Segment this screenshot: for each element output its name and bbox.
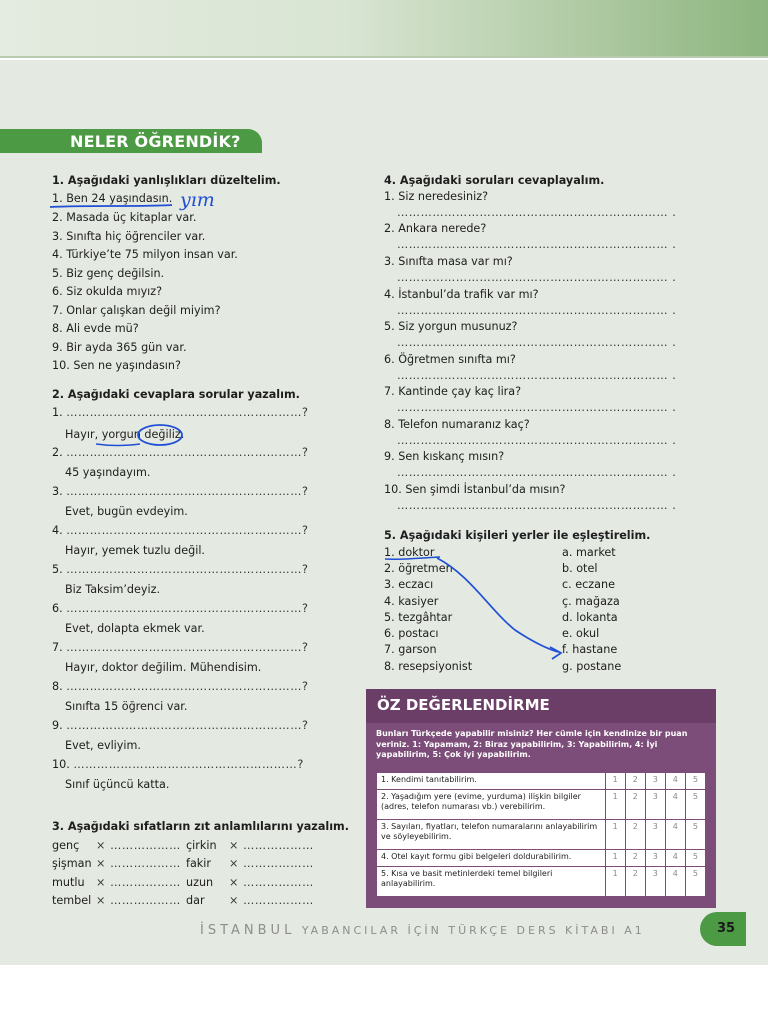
s5-place: b. otel — [562, 562, 598, 575]
statement: 5. Kısa ve basit metinlerdeki temel bilgileri anlayabilirim. — [377, 867, 606, 897]
s1-item: 9. Bir ayda 365 gün var. — [52, 341, 187, 354]
score-4[interactable]: 4 — [665, 790, 685, 820]
s4-answer-line[interactable]: …………………………………………………………… . — [397, 336, 677, 349]
score-5[interactable]: 5 — [685, 820, 705, 850]
section1-heading: 1. Aşağıdaki yanlışlıkları düzeltelim. — [52, 174, 281, 187]
statement: 4. Otel kayıt formu gibi belgeleri doldurabilirim. — [377, 850, 606, 867]
s4-answer-line[interactable]: …………………………………………………………… . — [397, 466, 677, 479]
score-3[interactable]: 3 — [645, 790, 665, 820]
top-banner — [0, 0, 768, 56]
s4-answer-line[interactable]: …………………………………………………………… . — [397, 434, 677, 447]
s4-question: 2. Ankara nerede? — [384, 222, 487, 235]
s1-item: 10. Sen ne yaşındasın? — [52, 359, 181, 372]
self-evaluation-box — [366, 689, 716, 908]
s2-question-line — [52, 563, 309, 577]
s4-question: 7. Kantinde çay kaç lira? — [384, 385, 522, 398]
s3-word: tembel — [52, 894, 92, 907]
s2-question-line — [52, 680, 309, 694]
s5-place: f. hastane — [562, 643, 618, 656]
s2-answer: Sınıf üçüncü katta. — [65, 778, 170, 791]
section4-heading: 4. Aşağıdaki soruları cevaplayalım. — [384, 174, 605, 187]
score-5[interactable]: 5 — [685, 773, 705, 790]
s3-word: çirkin — [186, 839, 217, 852]
s2-blank[interactable]: ……………………………………………………? — [66, 524, 309, 537]
s2-question-line — [52, 758, 304, 772]
s2-answer: Sınıfta 15 öğrenci var. — [65, 700, 188, 713]
s2-answer: Evet, bugün evdeyim. — [65, 505, 188, 518]
table-row — [377, 790, 706, 820]
s4-answer-line[interactable]: …………………………………………………………… . — [397, 206, 677, 219]
s2-question-line — [52, 524, 309, 538]
s1-item: 3. Sınıfta hiç öğrenciler var. — [52, 230, 206, 243]
s2-num: 6. — [52, 602, 67, 615]
s5-place: c. eczane — [562, 578, 615, 591]
s3-word: dar — [186, 894, 205, 907]
s4-answer-line[interactable]: …………………………………………………………… . — [397, 369, 677, 382]
s2-num: 7. — [52, 641, 67, 654]
s1-item: 2. Masada üç kitaplar var. — [52, 211, 197, 224]
s4-question: 5. Siz yorgun musunuz? — [384, 320, 518, 333]
s4-question: 1. Siz neredesiniz? — [384, 190, 489, 203]
statement: 3. Sayıları, fiyatları, telefon numaralarını anlayabilirim ve söyleyebilirim. — [377, 820, 606, 850]
s3-blank[interactable]: × ……………… — [229, 857, 314, 870]
s2-num: 5. — [52, 563, 67, 576]
s1-item: 1. Ben 24 yaşındasın. — [52, 192, 173, 205]
s2-num: 4. — [52, 524, 67, 537]
score-5[interactable]: 5 — [685, 867, 705, 897]
s4-question: 3. Sınıfta masa var mı? — [384, 255, 513, 268]
s2-blank[interactable]: ……………………………………………………? — [66, 406, 309, 419]
page-title: NELER ÖĞRENDİK? — [70, 132, 241, 151]
s2-answer: Evet, dolapta ekmek var. — [65, 622, 205, 635]
s2-answer: 45 yaşındayım. — [65, 466, 151, 479]
s3-blank[interactable]: × ……………… — [96, 876, 181, 889]
s2-blank[interactable]: ……………………………………………………? — [66, 641, 309, 654]
statement: 2. Yaşadığım yere (evime, yurduma) ilişkin bilgiler (adres, telefon numarası vb.) verebilirim. — [377, 790, 606, 820]
s5-place: e. okul — [562, 627, 600, 640]
self-evaluation-table — [376, 772, 706, 897]
s5-place: a. market — [562, 546, 616, 559]
s3-blank[interactable]: × ……………… — [96, 857, 181, 870]
s2-num: 2. — [52, 446, 67, 459]
score-4[interactable]: 4 — [665, 773, 685, 790]
s3-word: mutlu — [52, 876, 85, 889]
section5-heading: 5. Aşağıdaki kişileri yerler ile eşleştirelim. — [384, 529, 651, 542]
score-2[interactable]: 2 — [625, 773, 645, 790]
s3-word: uzun — [186, 876, 214, 889]
s4-question: 8. Telefon numaranız kaç? — [384, 418, 530, 431]
score-1[interactable]: 1 — [605, 790, 625, 820]
section2-heading: 2. Aşağıdaki cevaplara sorular yazalım. — [52, 388, 300, 401]
score-1[interactable]: 1 — [605, 820, 625, 850]
s1-item: 5. Biz genç değilsin. — [52, 267, 165, 280]
s2-num: 1. — [52, 406, 67, 419]
s2-answer: Hayır, doktor değilim. Mühendisim. — [65, 661, 262, 674]
s3-word: genç — [52, 839, 80, 852]
s3-blank[interactable]: × ……………… — [96, 839, 181, 852]
score-3[interactable]: 3 — [645, 850, 665, 867]
s2-blank[interactable]: ……………………………………………………? — [66, 563, 309, 576]
score-5[interactable]: 5 — [685, 850, 705, 867]
s4-question: 10. Sen şimdi İstanbul’da mısın? — [384, 483, 566, 496]
s2-question-line — [52, 446, 309, 460]
s2-num: 10. — [52, 758, 74, 771]
s4-answer-line[interactable]: …………………………………………………………… . — [397, 238, 677, 251]
s2-blank[interactable]: ……………………………………………………? — [66, 680, 309, 693]
section3-heading: 3. Aşağıdaki sıfatların zıt anlamlılarını yazalım. — [52, 820, 349, 833]
score-2[interactable]: 2 — [625, 790, 645, 820]
s5-person: 5. tezgâhtar — [384, 611, 453, 624]
s5-place: g. postane — [562, 660, 622, 673]
s2-blank[interactable]: …………………………………………………? — [73, 758, 304, 771]
score-2[interactable]: 2 — [625, 867, 645, 897]
score-1[interactable]: 1 — [605, 867, 625, 897]
s2-blank[interactable]: ……………………………………………………? — [66, 602, 309, 615]
score-5[interactable]: 5 — [685, 790, 705, 820]
score-4[interactable]: 4 — [665, 850, 685, 867]
s4-question: 4. İstanbul’da trafik var mı? — [384, 288, 539, 301]
s5-person: 6. postacı — [384, 627, 439, 640]
s2-num: 9. — [52, 719, 67, 732]
self-evaluation-title: ÖZ DEĞERLENDİRME — [377, 696, 550, 714]
s3-blank[interactable]: × ……………… — [96, 894, 181, 907]
s2-answer: Evet, evliyim. — [65, 739, 141, 752]
self-evaluation-intro: Bunları Türkçede yapabilir misiniz? Her cümle için kendinize bir puan veriniz. 1: Yapamam, 2: Biraz yapabilirim, 3: Yapabilirim, 4: İyi yapabilirim, 5: Çok iyi yapabilirim. — [376, 729, 688, 759]
s3-word: şişman — [52, 857, 92, 870]
table-row — [377, 773, 706, 790]
s3-blank[interactable]: × ……………… — [229, 839, 314, 852]
statement: 1. Kendimi tanıtabilirim. — [377, 773, 606, 790]
s5-person: 2. öğretmen — [384, 562, 453, 575]
s2-num: 3. — [52, 485, 67, 498]
footer-brand: İSTANBUL — [200, 923, 296, 938]
score-4[interactable]: 4 — [665, 867, 685, 897]
s2-answer: Biz Taksim’deyiz. — [65, 583, 161, 596]
footer-subtitle: YABANCILAR İÇİN TÜRKÇE DERS KİTABI A1 — [301, 924, 645, 937]
s1-item: 7. Onlar çalışkan değil miyim? — [52, 304, 221, 317]
page-number: 35 — [717, 921, 736, 936]
s3-word: fakir — [186, 857, 211, 870]
score-1[interactable]: 1 — [605, 773, 625, 790]
score-2[interactable]: 2 — [625, 820, 645, 850]
s2-num: 8. — [52, 680, 67, 693]
s5-place: d. lokanta — [562, 611, 618, 624]
s2-question-line — [52, 602, 309, 616]
score-3[interactable]: 3 — [645, 820, 665, 850]
s2-answer: Hayır, yemek tuzlu değil. — [65, 544, 205, 557]
s4-answer-line[interactable]: …………………………………………………………… . — [397, 304, 677, 317]
s5-person: 4. kasiyer — [384, 595, 439, 608]
s2-blank[interactable]: ……………………………………………………? — [66, 446, 309, 459]
score-2[interactable]: 2 — [625, 850, 645, 867]
s5-place: ç. mağaza — [562, 595, 620, 608]
s4-question: 9. Sen kıskanç mısın? — [384, 450, 505, 463]
self-evaluation-header — [366, 689, 716, 723]
s3-blank[interactable]: × ……………… — [229, 876, 314, 889]
score-1[interactable]: 1 — [605, 850, 625, 867]
s1-item: 8. Ali evde mü? — [52, 322, 139, 335]
table-row — [377, 867, 706, 897]
score-3[interactable]: 3 — [645, 867, 665, 897]
s1-item: 6. Siz okulda mıyız? — [52, 285, 163, 298]
s2-question-line — [52, 406, 309, 420]
section-title-tab — [0, 129, 262, 153]
table-row — [377, 820, 706, 850]
s1-item: 4. Türkiye’te 75 milyon insan var. — [52, 248, 238, 261]
s2-question-line — [52, 485, 309, 499]
s5-person: 3. eczacı — [384, 578, 434, 591]
s5-person: 1. doktor — [384, 546, 435, 559]
score-4[interactable]: 4 — [665, 820, 685, 850]
table-row — [377, 850, 706, 867]
banner-divider — [0, 56, 768, 58]
s2-question-line — [52, 641, 309, 655]
s5-person: 7. garson — [384, 643, 437, 656]
s2-blank[interactable]: ……………………………………………………? — [66, 485, 309, 498]
s4-answer-line[interactable]: …………………………………………………………… . — [397, 271, 677, 284]
s4-answer-line[interactable]: …………………………………………………………… . — [397, 401, 677, 414]
handwritten-note: yım — [180, 189, 215, 211]
s2-blank[interactable]: ……………………………………………………? — [66, 719, 309, 732]
s3-blank[interactable]: × ……………… — [229, 894, 314, 907]
s4-question: 6. Öğretmen sınıfta mı? — [384, 353, 516, 366]
s4-answer-line[interactable]: …………………………………………………………… . — [397, 499, 677, 512]
s2-answer: Hayır, yorgun değiliz. — [65, 428, 185, 441]
page-number-tab — [700, 912, 746, 946]
score-3[interactable]: 3 — [645, 773, 665, 790]
s2-question-line — [52, 719, 309, 733]
s5-person: 8. resepsiyonist — [384, 660, 473, 673]
footer-book-title — [200, 923, 645, 938]
